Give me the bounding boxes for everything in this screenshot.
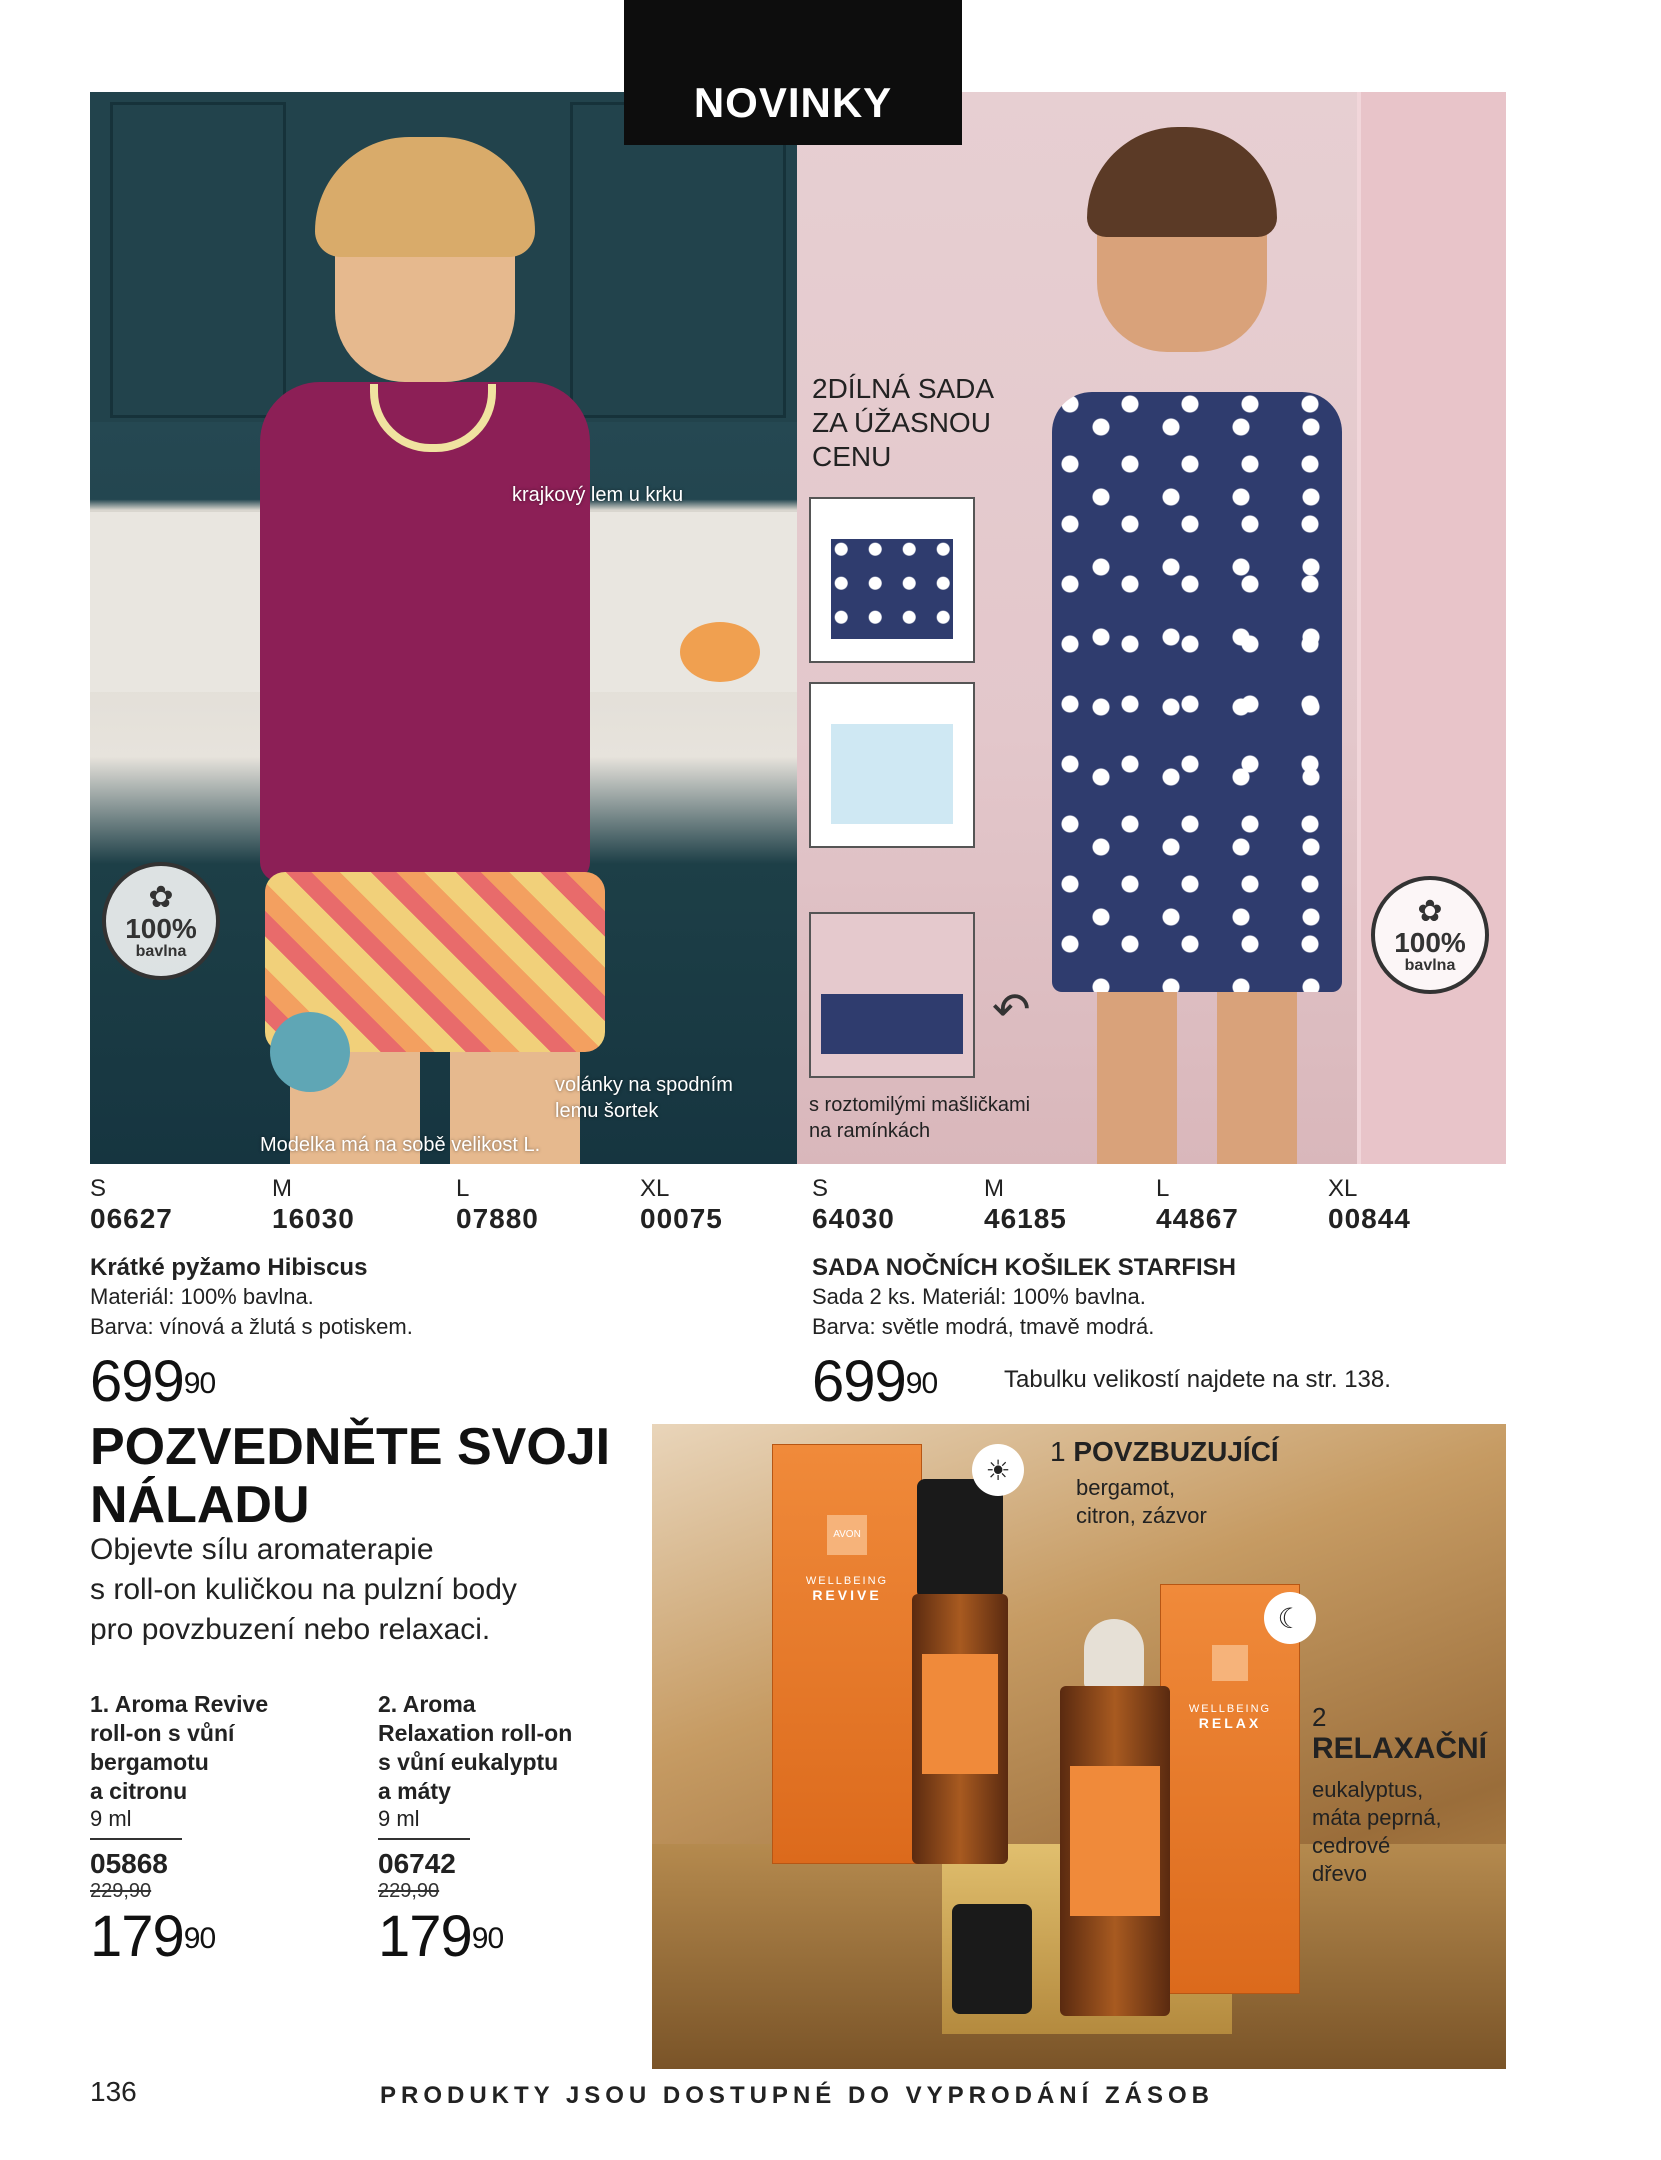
left-product-price xyxy=(90,1349,216,1414)
size-code: 16030 xyxy=(272,1203,355,1234)
purple-tshirt xyxy=(260,382,590,882)
box-relax: RELAX xyxy=(1198,1715,1262,1731)
aroma-name-line: bergamotu xyxy=(90,1749,209,1775)
lace-label: krajkový lem u krku xyxy=(512,484,684,506)
size-xl-left xyxy=(640,1176,810,1236)
size-s-right xyxy=(812,1176,982,1236)
divider xyxy=(90,1838,182,1840)
novinky-tab xyxy=(624,0,962,145)
price-main: 179 xyxy=(90,1904,184,1969)
model-legs xyxy=(1217,992,1297,1164)
note-line: eukalyptus, xyxy=(1312,1777,1424,1802)
size-code: 44867 xyxy=(1156,1203,1239,1234)
revive-bottle xyxy=(912,1594,1008,1864)
note-line: máta peprná, xyxy=(1312,1805,1442,1830)
cotton-badge-left xyxy=(102,862,220,980)
right-product-price xyxy=(812,1349,938,1414)
bow-label xyxy=(809,1092,1030,1144)
cabinet-door xyxy=(110,102,286,418)
set-label xyxy=(812,372,994,474)
inset-bow-detail xyxy=(809,912,975,1078)
inset-navy-top xyxy=(809,497,975,663)
ruffles-label-1: volánky na spodním xyxy=(555,1074,733,1096)
aroma-name-line: s vůní eukalyptu xyxy=(378,1749,559,1775)
size-label: L xyxy=(1156,1175,1170,1202)
divider xyxy=(378,1838,470,1840)
old-price: 229,90 xyxy=(90,1880,152,1902)
badge-material: bavlna xyxy=(135,943,187,960)
revive-cap xyxy=(917,1479,1003,1599)
aroma-name-line: 1. Aroma Revive xyxy=(90,1691,269,1717)
aroma-product-2 xyxy=(378,1690,572,1967)
aroma-code: 05868 xyxy=(90,1848,168,1879)
heading-line: NÁLADU xyxy=(90,1476,310,1534)
label-title: POVZBUZUJÍCÍ xyxy=(1073,1436,1279,1467)
product-color: Barva: vínová a žlutá s potiskem. xyxy=(90,1314,413,1339)
note-line: cedrové xyxy=(1312,1833,1391,1858)
nightgown-photo xyxy=(797,92,1506,1164)
avon-logo: AVON xyxy=(827,1515,867,1555)
left-product-info xyxy=(90,1254,413,1342)
note-line: citron, zázvor xyxy=(1076,1503,1207,1528)
price-main: 699 xyxy=(812,1349,906,1414)
note-line: bergamot, xyxy=(1076,1475,1176,1500)
aroma-photo xyxy=(652,1424,1506,2069)
page-number: 136 xyxy=(90,2076,137,2107)
set-label-line: 2DÍLNÁ SADA xyxy=(812,373,995,404)
product-material: Materiál: 100% bavlna. xyxy=(90,1284,314,1309)
price-main: 179 xyxy=(378,1904,472,1969)
price-cents: 90 xyxy=(471,1922,504,1955)
cotton-badge-right xyxy=(1371,876,1489,994)
product-color: Barva: světle modrá, tmavě modrá. xyxy=(812,1314,1155,1339)
model-hair xyxy=(1087,127,1277,237)
size-m-left xyxy=(272,1176,442,1236)
model-legs xyxy=(1097,992,1177,1164)
old-price: 229,90 xyxy=(378,1880,440,1902)
right-product-info xyxy=(812,1254,1236,1342)
revive-label xyxy=(1050,1436,1279,1468)
relax-notes xyxy=(1312,1776,1442,1888)
size-code: 64030 xyxy=(812,1203,895,1234)
size-code: 46185 xyxy=(984,1203,1067,1234)
size-label: S xyxy=(90,1175,107,1202)
intro-line: pro povzbuzení nebo relaxaci. xyxy=(90,1613,491,1646)
bow-label-line: s roztomilými mašličkami xyxy=(809,1094,1031,1116)
price-cents: 90 xyxy=(905,1367,938,1400)
price-cents: 90 xyxy=(183,1367,216,1400)
oranges xyxy=(680,622,760,682)
price-cents: 90 xyxy=(183,1922,216,1955)
size-code: 00844 xyxy=(1328,1203,1411,1234)
aroma-name-line: Relaxation roll-on xyxy=(378,1720,573,1746)
product-name: Krátké pyžamo Hibiscus xyxy=(90,1254,368,1281)
cabinet-door xyxy=(570,102,786,418)
price-main: 699 xyxy=(90,1349,184,1414)
badge-percent: 100% xyxy=(1394,927,1466,958)
revive-box xyxy=(772,1444,922,1864)
aroma-name-line: roll-on s vůní xyxy=(90,1720,235,1746)
revive-notes xyxy=(1076,1474,1207,1530)
aroma-volume: 9 ml xyxy=(378,1806,420,1831)
box-wellbeing: WELLBEING xyxy=(1188,1703,1272,1715)
aroma-code: 06742 xyxy=(378,1848,456,1879)
set-label-line: ZA ÚŽASNOU xyxy=(812,407,991,438)
relax-box xyxy=(1160,1584,1300,1994)
size-l-left xyxy=(456,1176,626,1236)
aroma-heading xyxy=(90,1418,610,1534)
door xyxy=(1357,92,1506,1164)
mug xyxy=(270,1012,350,1092)
availability-note: PRODUKTY JSOU DOSTUPNÉ DO VYPRODÁNÍ ZÁSOB xyxy=(380,2082,1214,2109)
size-label: L xyxy=(456,1175,470,1202)
aroma-product-1 xyxy=(90,1690,268,1967)
aroma-price xyxy=(90,1904,268,1969)
relax-title: RELAXAČNÍ xyxy=(1312,1732,1488,1765)
bow-label-line: na ramínkách xyxy=(809,1120,931,1142)
model-size-note: Modelka má na sobě velikost L. xyxy=(260,1134,541,1156)
size-label: S xyxy=(812,1175,829,1202)
pyjama-photo xyxy=(90,92,797,1164)
relax-bottle xyxy=(1060,1686,1170,2016)
relax-cap xyxy=(952,1904,1032,2014)
cotton-flower-icon: ✿ xyxy=(1417,895,1443,928)
aroma-name-line: a máty xyxy=(378,1778,451,1804)
size-m-right xyxy=(984,1176,1154,1236)
size-s-left xyxy=(90,1176,260,1236)
moon-icon: ☾ xyxy=(1264,1592,1316,1644)
aroma-name-line: a citronu xyxy=(90,1778,188,1804)
size-code: 07880 xyxy=(456,1203,539,1234)
star-nightgown xyxy=(1052,392,1342,992)
badge-material: bavlna xyxy=(1404,957,1456,974)
size-xl-right xyxy=(1328,1176,1498,1236)
size-label: M xyxy=(272,1175,292,1202)
aroma-name-line: 2. Aroma xyxy=(378,1691,476,1717)
sun-icon: ☀ xyxy=(972,1444,1024,1496)
box-revive: REVIVE xyxy=(812,1587,882,1603)
size-label: XL xyxy=(640,1175,670,1202)
intro-line: s roll-on kuličkou na pulzní body xyxy=(90,1573,517,1606)
size-table-note: Tabulku velikostí najdete na str. 138. xyxy=(1004,1366,1391,1393)
size-l-right xyxy=(1156,1176,1326,1236)
badge-percent: 100% xyxy=(125,913,197,944)
inset-blue-top xyxy=(809,682,975,848)
relax-number: 2 xyxy=(1312,1702,1327,1732)
ruffles-label-2: lemu šortek xyxy=(555,1100,659,1122)
aroma-price xyxy=(378,1904,572,1969)
product-name: SADA NOČNÍCH KOŠILEK STARFISH xyxy=(812,1254,1237,1281)
intro-line: Objevte sílu aromaterapie xyxy=(90,1533,434,1566)
set-label-line: CENU xyxy=(812,441,892,472)
size-code: 06627 xyxy=(90,1203,173,1234)
label-number: 1 xyxy=(1050,1436,1066,1467)
arrow-icon: ↶ xyxy=(992,983,1031,1035)
note-line: dřevo xyxy=(1312,1861,1368,1886)
heading-line: POZVEDNĚTE SVOJI xyxy=(90,1418,611,1476)
box-wellbeing: WELLBEING xyxy=(805,1575,889,1587)
size-code: 00075 xyxy=(640,1203,723,1234)
novinky-label: NOVINKY xyxy=(693,79,893,126)
aroma-volume: 9 ml xyxy=(90,1806,132,1831)
aroma-intro xyxy=(90,1530,517,1650)
cotton-flower-icon: ✿ xyxy=(148,881,174,914)
relax-rollerball xyxy=(1084,1619,1144,1689)
product-material: Sada 2 ks. Materiál: 100% bavlna. xyxy=(812,1284,1146,1309)
size-label: M xyxy=(984,1175,1004,1202)
size-label: XL xyxy=(1328,1175,1358,1202)
